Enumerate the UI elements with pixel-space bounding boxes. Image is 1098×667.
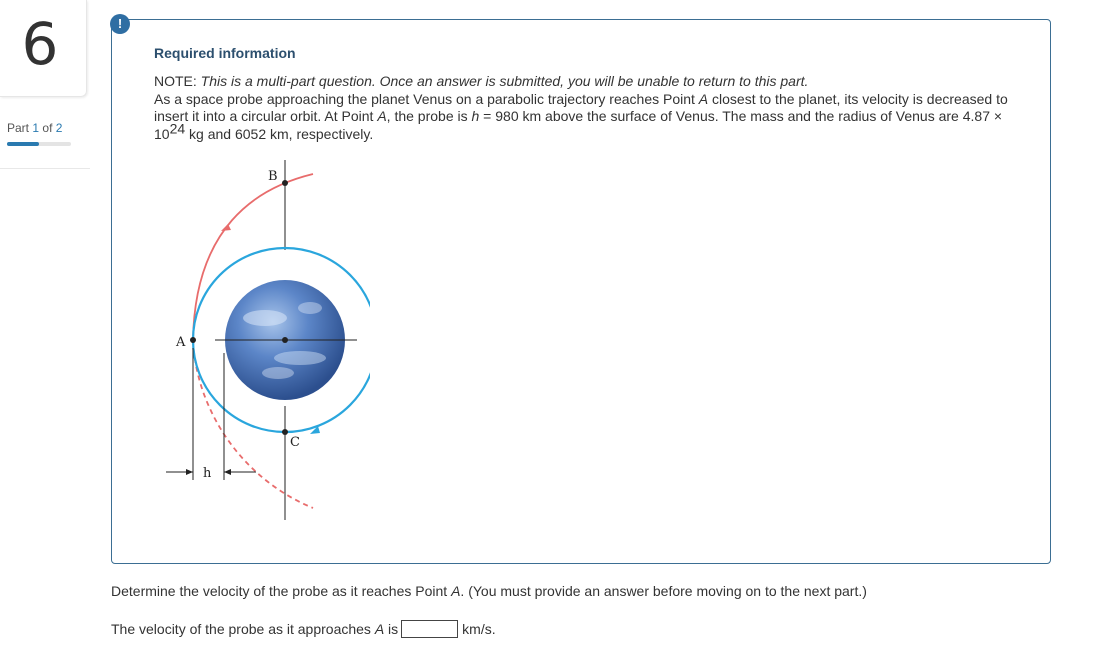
cloud-swirl	[298, 302, 322, 314]
h-arrowhead	[186, 469, 193, 475]
prompt-point: A	[451, 583, 461, 599]
cloud-swirl	[243, 310, 287, 326]
alert-icon: !	[110, 14, 130, 34]
problem-statement	[154, 91, 1024, 144]
info-title: Required information	[154, 45, 296, 61]
label-b: B	[268, 169, 278, 184]
part-of: of	[42, 121, 53, 135]
prompt-text: Determine the velocity of the probe as it reaches Point	[111, 583, 452, 599]
point-a-var: A	[698, 90, 709, 107]
orbit-figure	[160, 158, 370, 523]
statement-part: As a space probe approaching the planet Venus on a parabolic trajectory reaches Point	[154, 90, 699, 107]
question-prompt	[111, 583, 867, 599]
point-a-var: A	[377, 108, 387, 124]
velocity-answer-input[interactable]	[401, 620, 458, 638]
center-marker	[282, 337, 288, 343]
label-a: A	[176, 335, 186, 350]
answer-point: A	[374, 621, 385, 637]
answer-label-is: is	[384, 621, 399, 637]
note-text: This is a multi-part question. Once an answer is submitted, you will be unable to return to this part.	[200, 73, 809, 89]
answer-row	[111, 620, 496, 638]
cloud-swirl	[262, 367, 294, 379]
label-h: h	[203, 466, 212, 481]
point-a-marker	[190, 337, 196, 343]
part-total: 2	[55, 121, 63, 135]
statement-part: kg and 6052 km, respectively.	[185, 125, 374, 142]
question-number-box	[0, 0, 87, 97]
answer-unit: km/s.	[462, 621, 496, 637]
prompt-suffix: . (You must provide an answer before moving on to the next part.)	[460, 583, 867, 599]
note-label: NOTE:	[154, 73, 201, 89]
label-c: C	[290, 435, 300, 450]
cloud-swirl	[274, 351, 326, 365]
info-text	[154, 73, 1024, 143]
statement-part: = 980 km above the surface of Venus. The mass and the radius of Venus are 4.87 × 10	[154, 108, 1003, 142]
answer-label: The velocity of the probe as it approaches	[111, 621, 375, 637]
question-number: 6	[21, 10, 59, 78]
point-c-marker	[282, 429, 288, 435]
statement-part: , the probe is	[386, 108, 472, 124]
h-var: h	[471, 108, 480, 124]
sidebar-divider	[0, 168, 90, 169]
exponent: 24	[169, 119, 186, 136]
part-prefix: Part	[7, 121, 30, 135]
trajectory-arrow	[221, 224, 231, 231]
note-line	[154, 73, 1024, 91]
h-arrowhead	[224, 469, 231, 475]
part-progress-fill	[7, 142, 39, 146]
part-indicator	[7, 121, 62, 135]
statement-part: closest to the planet, its velocity is decreased to insert it into a circular orbit. At Point	[154, 90, 1008, 124]
point-b-marker	[282, 180, 288, 186]
part-current: 1	[32, 121, 40, 135]
part-progress-bar	[7, 142, 71, 146]
